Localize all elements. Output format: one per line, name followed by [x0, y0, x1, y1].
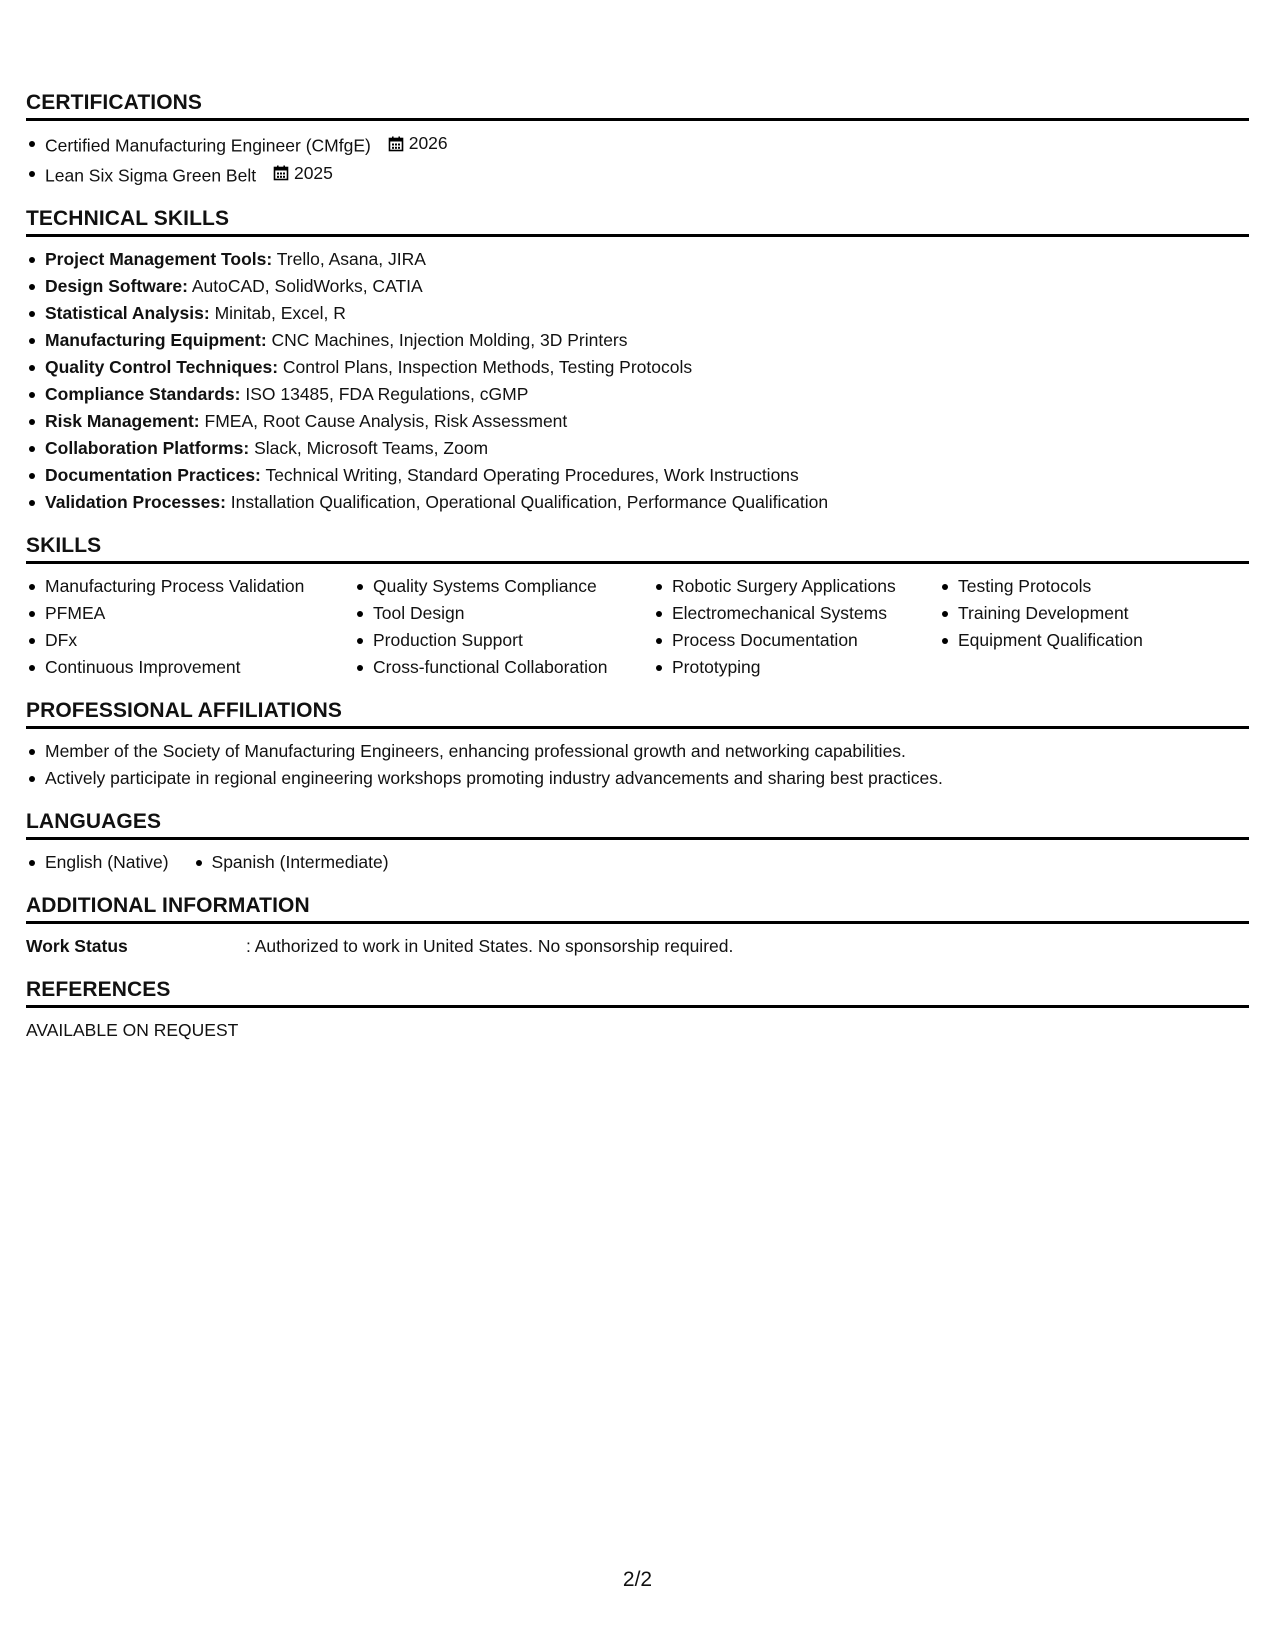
- technical-skill-item: [26, 462, 1249, 489]
- calendar-icon: [273, 165, 289, 181]
- references-section: [26, 975, 1249, 1044]
- certifications-section: [26, 88, 1249, 189]
- technical-skill-label: Design Software:: [45, 276, 188, 296]
- certification-date: [388, 130, 448, 157]
- technical-skill-item: [26, 489, 1249, 516]
- skill-item: Robotic Surgery Applications: [653, 573, 939, 600]
- section-title: LANGUAGES: [26, 810, 162, 833]
- technical-skill-label: Documentation Practices:: [45, 465, 261, 485]
- affiliation-item: Member of the Society of Manufacturing Engineers, enhancing professional growth and networking capabilities.: [26, 738, 1249, 765]
- skill-item: Manufacturing Process Validation: [26, 573, 354, 600]
- skill-item: Electromechanical Systems: [653, 600, 939, 627]
- skills-column: [653, 573, 939, 681]
- technical-skill-value: CNC Machines, Injection Molding, 3D Printers: [271, 330, 628, 350]
- skill-item: Continuous Improvement: [26, 654, 354, 681]
- technical-skill-value: AutoCAD, SolidWorks, CATIA: [191, 276, 423, 296]
- technical-skill-value: Trello, Asana, JIRA: [276, 249, 426, 269]
- skill-item: Cross-functional Collaboration: [354, 654, 653, 681]
- certification-name: Lean Six Sigma Green Belt: [45, 165, 257, 185]
- additional-info-section: [26, 891, 1249, 960]
- language-item: Spanish (Intermediate): [193, 849, 389, 876]
- certification-item: [26, 160, 1249, 190]
- technical-skill-label: Risk Management:: [45, 411, 200, 431]
- section-divider: [26, 234, 1249, 237]
- technical-skill-item: [26, 354, 1249, 381]
- section-title: ADDITIONAL INFORMATION: [26, 894, 310, 917]
- skill-item: Quality Systems Compliance: [354, 573, 653, 600]
- work-status-row: [26, 933, 1249, 960]
- technical-skill-value: Installation Qualification, Operational Qualification, Performance Qualification: [230, 492, 829, 512]
- work-status-value: : Authorized to work in United States. No sponsorship required.: [246, 936, 734, 956]
- certification-date: [273, 160, 333, 187]
- technical-skill-label: Collaboration Platforms:: [45, 438, 250, 458]
- skills-grid: [26, 573, 1249, 681]
- resume-page: [26, 88, 1249, 1059]
- technical-skill-item: [26, 300, 1249, 327]
- technical-skill-value: Slack, Microsoft Teams, Zoom: [254, 438, 489, 458]
- section-divider: [26, 921, 1249, 924]
- certification-year: 2026: [408, 133, 448, 153]
- technical-skill-label: Compliance Standards:: [45, 384, 241, 404]
- skill-item: DFx: [26, 627, 354, 654]
- section-divider: [26, 118, 1249, 121]
- technical-skills-section: [26, 204, 1249, 516]
- languages-list: [26, 849, 1249, 876]
- technical-skill-value: Control Plans, Inspection Methods, Testing Protocols: [282, 357, 693, 377]
- languages-section: [26, 807, 1249, 876]
- section-title: CERTIFICATIONS: [26, 91, 203, 114]
- skill-item: PFMEA: [26, 600, 354, 627]
- certifications-list: [26, 130, 1249, 189]
- skills-column: [939, 573, 1239, 681]
- skill-item: Equipment Qualification: [939, 627, 1239, 654]
- technical-skill-item: [26, 408, 1249, 435]
- section-divider: [26, 561, 1249, 564]
- technical-skill-value: Technical Writing, Standard Operating Procedures, Work Instructions: [265, 465, 799, 485]
- certification-year: 2025: [293, 162, 333, 183]
- technical-skill-item: [26, 246, 1249, 273]
- technical-skills-list: [26, 246, 1249, 516]
- technical-skill-value: ISO 13485, FDA Regulations, cGMP: [245, 384, 529, 404]
- calendar-icon: [388, 136, 404, 152]
- affiliations-list: [26, 738, 1249, 792]
- skills-column: [354, 573, 653, 681]
- page-number: 2/2: [622, 1568, 653, 1591]
- skills-section: [26, 531, 1249, 681]
- technical-skill-value: FMEA, Root Cause Analysis, Risk Assessment: [204, 411, 568, 431]
- technical-skill-label: Manufacturing Equipment:: [45, 330, 267, 350]
- technical-skill-label: Quality Control Techniques:: [45, 357, 279, 377]
- skill-item: Process Documentation: [653, 627, 939, 654]
- skills-column: [26, 573, 354, 681]
- technical-skill-item: [26, 327, 1249, 354]
- section-divider: [26, 1005, 1249, 1008]
- section-divider: [26, 837, 1249, 840]
- skill-item: Tool Design: [354, 600, 653, 627]
- section-title: SKILLS: [26, 534, 102, 557]
- technical-skill-item: [26, 435, 1249, 462]
- language-item: English (Native): [26, 849, 169, 876]
- technical-skill-label: Statistical Analysis:: [45, 303, 210, 323]
- certification-item: [26, 130, 1249, 160]
- work-status-label: Work Status: [26, 936, 128, 956]
- affiliations-section: [26, 696, 1249, 792]
- technical-skill-item: [26, 273, 1249, 300]
- technical-skill-value: Minitab, Excel, R: [214, 303, 346, 323]
- technical-skill-label: Project Management Tools:: [45, 249, 273, 269]
- technical-skill-label: Validation Processes:: [45, 492, 226, 512]
- skill-item: Testing Protocols: [939, 573, 1239, 600]
- references-text: AVAILABLE ON REQUEST: [26, 1020, 239, 1040]
- section-divider: [26, 726, 1249, 729]
- section-title: REFERENCES: [26, 978, 171, 1001]
- section-title: PROFESSIONAL AFFILIATIONS: [26, 699, 342, 722]
- certification-name: Certified Manufacturing Engineer (CMfgE): [45, 135, 371, 156]
- affiliation-item: Actively participate in regional engineering workshops promoting industry advancements and sharing best practices.: [26, 765, 1249, 792]
- skill-item: Prototyping: [653, 654, 939, 681]
- section-title: TECHNICAL SKILLS: [26, 207, 230, 230]
- skill-item: Production Support: [354, 627, 653, 654]
- technical-skill-item: [26, 381, 1249, 408]
- skill-item: Training Development: [939, 600, 1239, 627]
